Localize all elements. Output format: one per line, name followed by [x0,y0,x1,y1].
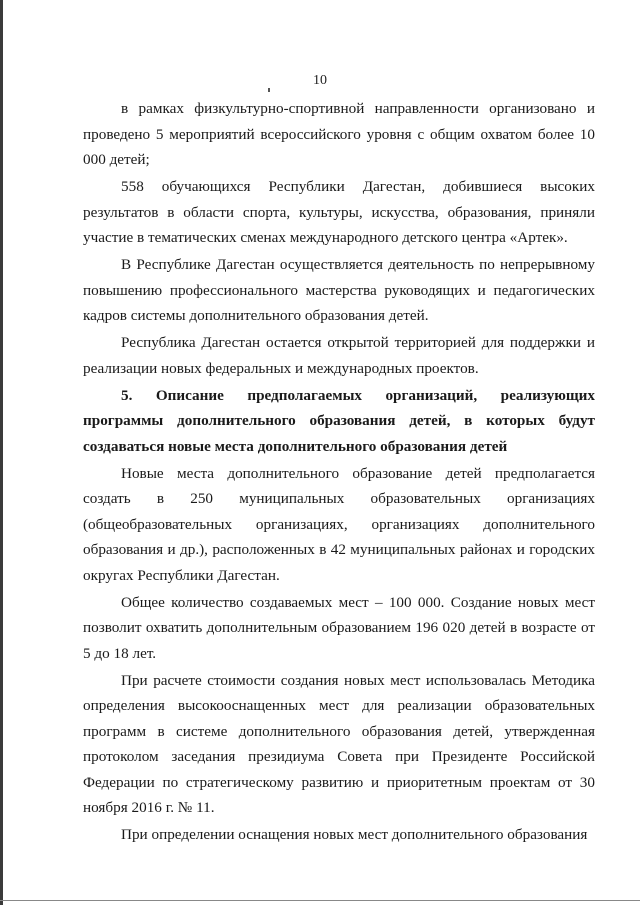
paragraph-new-places-organizations: Новые места дополнительного образование детей предполагается создать в 250 муниципальных образовательных организациях (общеобразовательных организациях, организациях дополнительного образования и др.), расположенных в 42 муниципальных районах и городских округах Республики Дагестан. [83,464,595,584]
paragraph-professional-development: В Республике Дагестан осуществляется деятельность по непрерывному повышению профессионального мастерства руководящих и педагогических кадров системы дополнительного образования детей. [83,256,595,324]
paragraph-equipment-continued: При определении оснащения новых мест дополнительного образования [121,826,588,843]
scan-edge-line [0,0,3,905]
paragraph-cost-methodology: При расчете стоимости создания новых мест использовалась Методика определения высокооснащенных мест для реализации образовательных программ в системе дополнительного образования детей, утвержденная протоколом заседания президиума Совета при Президенте Российской Федерации по стратегическому развитию и приоритетным проектам от 30 ноября 2016 г. № 11. [83,671,595,816]
paragraph-places-count: Общее количество создаваемых мест – 100 000. Создание новых мест позволит охватить дополнительным образованием 196 020 детей в возрасте от 5 до 18 лет. [83,593,595,662]
scan-bottom-line [0,900,640,901]
paragraph-open-territory: Республика Дагестан остается открытой территорией для поддержки и реализации новых федеральных и международных проектов. [83,334,595,377]
section-heading-5: 5. Описание предполагаемых организаций, реализующих программы дополнительного образования детей, в которых будут создаваться новые места дополнительного образования детей [83,386,595,455]
paragraph-artek-participants: 558 обучающихся Республики Дагестан, добившиеся высоких результатов в области спорта, культуры, искусства, образования, приняли участие в тематических сменах международного детского центра «Артек». [83,178,595,246]
paragraph-sports-events: в рамках физкультурно-спортивной направленности организовано и проведено 5 мероприятий всероссийского уровня с общим охватом более 10 000 детей; [83,100,595,168]
page-number: 10 [313,73,327,88]
document-body [83,96,595,848]
